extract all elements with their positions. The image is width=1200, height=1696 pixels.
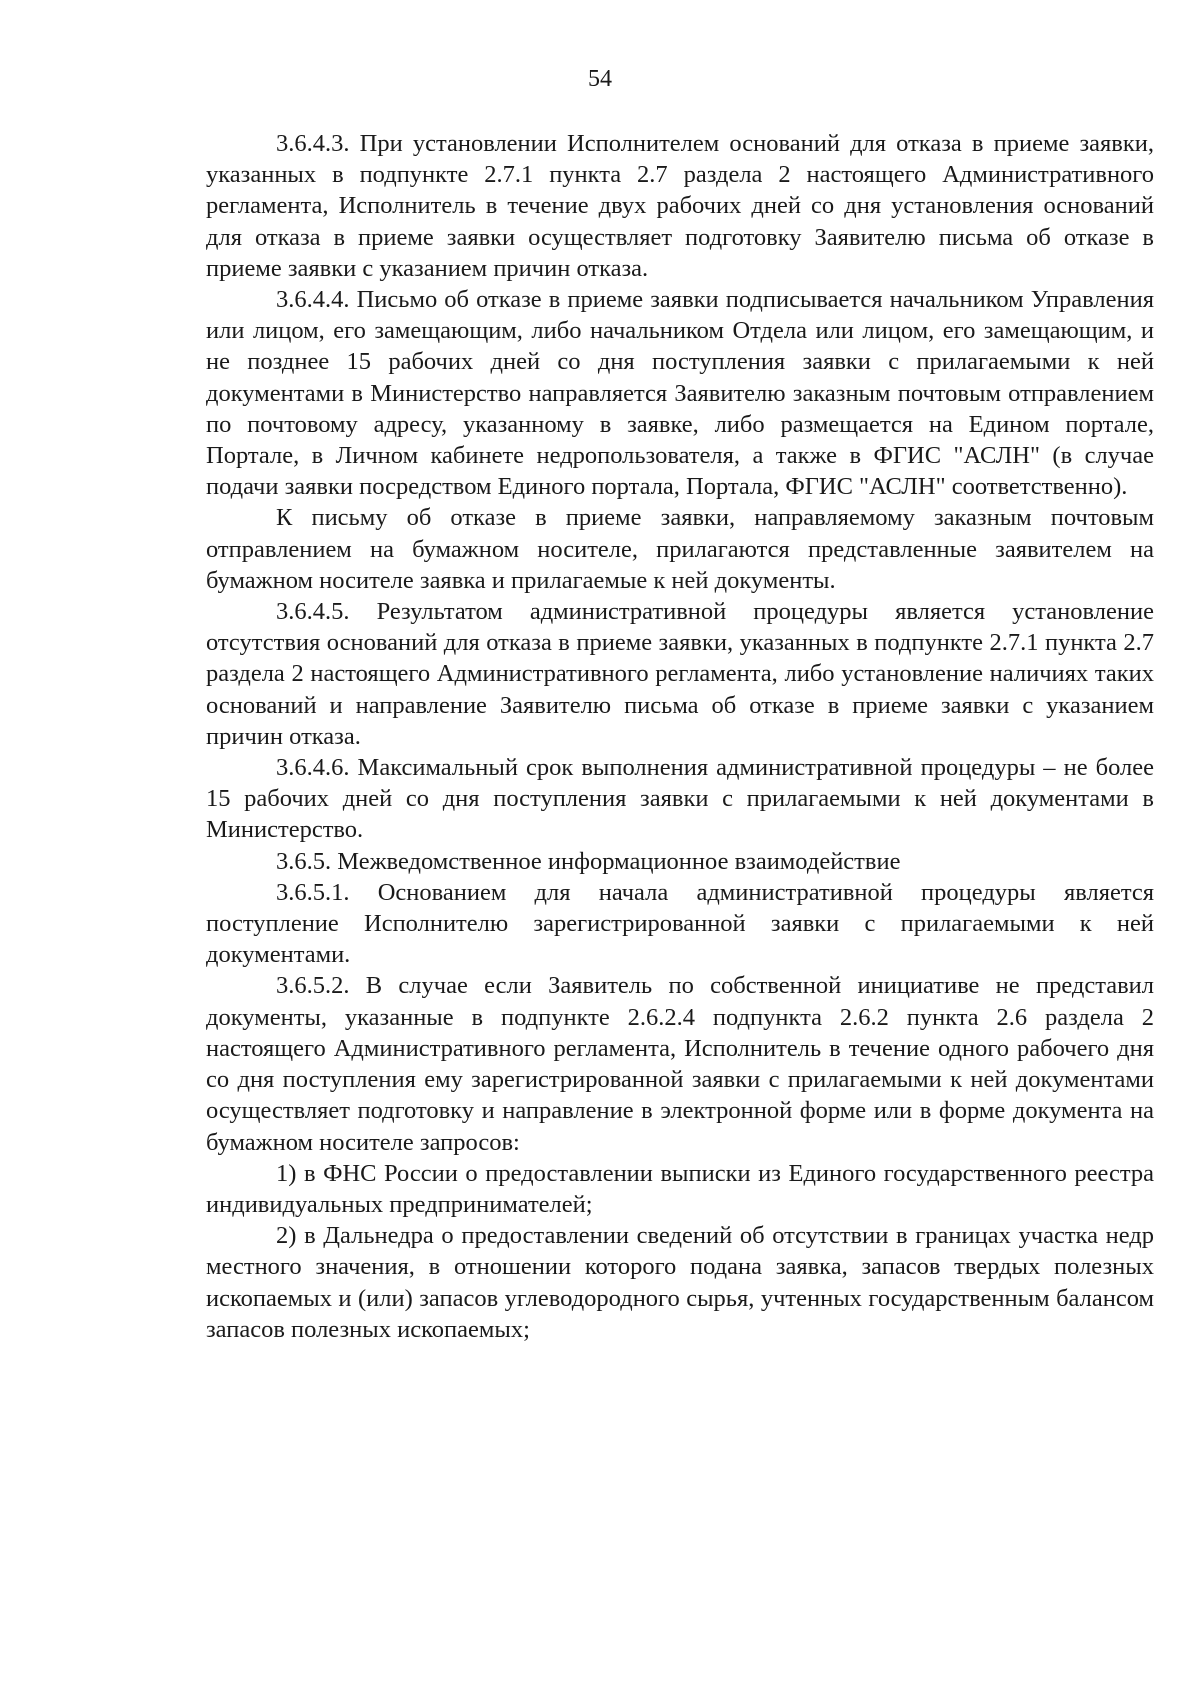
list-item-2: 2) в Дальнедра о предоставлении сведений об отсутствии в границах участка недр местного значения, в отношении которого подана заявка, запасов твердых полезных ископаемых и (или) запасов углеводородного сырья, учтенных государственным балансом запасов полезных ископаемых; <box>206 1222 1154 1343</box>
paragraph-3-6-4-4: 3.6.4.4. Письмо об отказе в приеме заявки подписывается начальником Управления или лицом, его замещающим, либо начальником Отдела или лицом, его замещающим, и не позднее 15 рабочих дней со дня поступления заявки с прилагаемыми к ней документами в Министерство направляется Заявителю заказным почтовым отправлением по почтовому адресу, указанному в заявке, либо размещается на Едином портале, Портале, в Личном кабинете недропользователя, а также в ФГИС "АСЛН" (в случае подачи заявки посредством Единого портала, Портала, ФГИС "АСЛН" соответственно). <box>206 286 1154 501</box>
paragraph-3-6-4-5: 3.6.4.5. Результатом административной процедуры является установление отсутствия оснований для отказа в приеме заявки, указанных в подпункте 2.7.1 пункта 2.7 раздела 2 настоящего Административного регламента, либо установление наличиях таких оснований и направление Заявителю письма об отказе в приеме заявки с указанием причин отказа. <box>206 598 1154 750</box>
page-number: 54 <box>588 66 612 92</box>
section-heading-3-6-5: 3.6.5. Межведомственное информационное взаимодействие <box>276 847 901 875</box>
paragraph-3-6-5-2: 3.6.5.2. В случае если Заявитель по собственной инициативе не представил документы, указанные в подпункте 2.6.2.4 подпункта 2.6.2 пункта 2.6 раздела 2 настоящего Административного регламента, Исполнитель в течение одного рабочего дня со дня поступления ему зарегистрированной заявки с прилагаемыми к ней документами осуществляет подготовку и направление в электронной форме или в форме документа на бумажном носителе запросов: <box>206 972 1154 1156</box>
paragraph-3-6-4-6: 3.6.4.6. Максимальный срок выполнения административной процедуры – не более 15 рабочих дней со дня поступления заявки с прилагаемыми к ней документами в Министерство. <box>206 754 1154 844</box>
list-item-1: 1) в ФНС России о предоставлении выписки из Единого государственного реестра индивидуальных предпринимателей; <box>206 1159 1154 1218</box>
paragraph-3-6-4-3: 3.6.4.3. При установлении Исполнителем оснований для отказа в приеме заявки, указанных в подпункте 2.7.1 пункта 2.7 раздела 2 настоящего Административного регламента, Исполнитель в течение двух рабочих дней со дня установления оснований для отказа в приеме заявки осуществляет подготовку Заявителю письма об отказе в приеме заявки с указанием причин отказа. <box>206 130 1154 282</box>
paragraph-attachment-note: К письму об отказе в приеме заявки, направляемому заказным почтовым отправлением на бумажном носителе, прилагаются представленные заявителем на бумажном носителе заявка и прилагаемые к ней документы. <box>206 504 1154 594</box>
paragraph-3-6-5-1: 3.6.5.1. Основанием для начала административной процедуры является поступление Исполнителю зарегистрированной заявки с прилагаемыми к ней документами. <box>206 878 1154 969</box>
document-body <box>206 128 1154 1345</box>
